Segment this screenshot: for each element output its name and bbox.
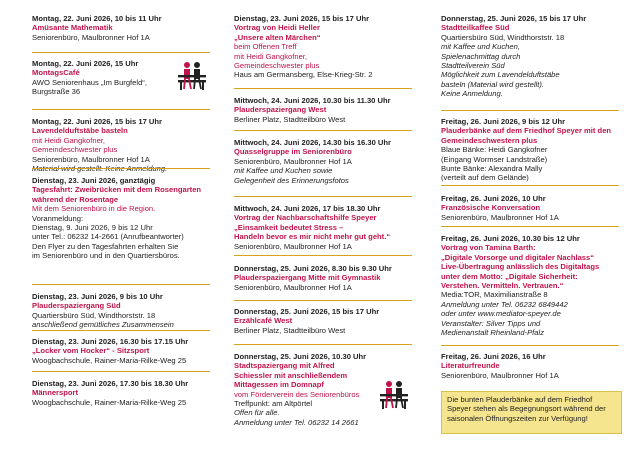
- event-date: Donnerstag, 25. Juni 2026, 15 bis 17 Uhr: [441, 14, 587, 23]
- event-entry: [234, 264, 412, 292]
- event-detail-line: unter Tel.: 06232 14-2661 (Anrufbeantworter): [32, 232, 184, 242]
- event-title: Amüsante Mathematik: [32, 23, 113, 33]
- event-detail-line: Gelegenheit des Erinnerungsfotos: [234, 175, 349, 185]
- event-detail-line: Seniorenbüro, Maulbronner Hof 1A: [441, 212, 559, 222]
- event-detail-line: Handeln bevor es mir nicht mehr gut geht.“: [234, 232, 391, 242]
- event-detail-line: Haus am Germansberg, Else-Krieg-Str. 2: [234, 70, 373, 80]
- event-detail-line: Gemeindeschwester plus: [234, 61, 320, 71]
- event-title: Stadtspaziergang mit Alfred Schiessler mit anschließendem Mittagessen im Domnapf: [234, 361, 348, 390]
- event-detail-line: AWO Seniorenhaus „Im Burgfeld“,: [32, 77, 147, 87]
- event-date: Montag, 22. Juni 2026, 10 bis 11 Uhr: [32, 14, 162, 23]
- event-date: Dienstag, 23. Juni 2026, 9 bis 10 Uhr: [32, 292, 163, 301]
- event-detail-line: Seniorenbüro, Maulbronner Hof 1A: [32, 154, 150, 164]
- bench-icon: [376, 380, 412, 415]
- event-detail-line: Blaue Bänke: Heidi Gangkofner: [441, 145, 548, 155]
- event-title: Plauderspaziergang Mitte mit Gymnastik: [234, 273, 381, 283]
- event-detail-line: „Einsamkeit bedeutet Stress –: [234, 222, 344, 232]
- event-entry: [32, 14, 210, 42]
- divider: [234, 255, 412, 256]
- event-detail-line: Anmeldung unter Tel. 06232 14 2661: [234, 417, 359, 427]
- event-detail-line: Burgstraße 36: [32, 87, 81, 97]
- event-detail-line: im Seniorenbüro und in den Quartiersbüros.: [32, 251, 180, 261]
- event-detail-line: Spielenachmittag durch: [441, 51, 521, 61]
- event-detail-line: Treffpunkt: am Altpörtel: [234, 399, 313, 409]
- event-detail-line: Seniorenbüro, Maulbronner Hof 1A: [234, 156, 352, 166]
- event-detail-line: mit Kaffee und Kuchen,: [441, 42, 520, 52]
- event-entry: [441, 234, 619, 337]
- event-date: Donnerstag, 25. Juni 2026, 15 bis 17 Uhr: [234, 307, 380, 316]
- info-box: Die bunten Plauderbänke auf dem Friedhof Speyer stehen als Begegnungsort während der saisonalen Öffnungszeiten zur Verfügung!: [441, 391, 622, 434]
- event-title: Vortrag von Tamina Barth:: [441, 243, 536, 253]
- event-detail-line: oder unter www.mediator-speyer.de: [441, 309, 561, 319]
- event-detail-line: Media:TOR, Maximilianstraße 8: [441, 290, 548, 300]
- event-detail-line: Seniorenbüro, Maulbronner Hof 1A: [234, 241, 352, 251]
- event-date: Dienstag, 23. Juni 2026, 15 bis 17 Uhr: [234, 14, 370, 23]
- event-date: Freitag, 26. Juni 2026, 16 Uhr: [441, 352, 546, 361]
- bench-icon: [174, 61, 210, 96]
- event-detail-line: Seniorenbüro, Maulbronner Hof 1A: [32, 32, 150, 42]
- event-title: Lavendelduftstäbe basteln: [32, 126, 128, 136]
- event-detail-line: „Unsere alten Märchen“: [234, 32, 321, 42]
- divider: [32, 52, 210, 53]
- event-entry: [32, 176, 210, 261]
- event-detail-line: Berliner Platz, Stadtteilbüro West: [234, 114, 346, 124]
- event-detail-line: Gemeindeschwester plus: [32, 145, 118, 155]
- event-date: Freitag, 26. Juni 2026, 10.30 bis 12 Uhr: [441, 234, 580, 243]
- event-entry: [234, 14, 412, 80]
- event-entry: [32, 59, 210, 97]
- divider: [441, 185, 619, 186]
- event-title: Männersport: [32, 388, 78, 398]
- event-title: Literaturfreunde: [441, 361, 500, 371]
- event-detail-line: Woogbachschule, Rainer-Maria-Rilke-Weg 25: [32, 397, 187, 407]
- event-detail-line: Möglichkeit zum Lavendelduftstäbe: [441, 70, 560, 80]
- divider: [32, 284, 210, 285]
- event-title: MontagsCafé: [32, 68, 80, 78]
- event-detail-line: Berliner Platz, Stadtteilbüro West: [234, 325, 346, 335]
- event-date: Freitag, 26. Juni 2026, 9 bis 12 Uhr: [441, 117, 566, 126]
- event-detail-line: Live-Übertragung anlässlich des Digitaltags: [441, 262, 600, 272]
- event-title: Stadtteilkaffee Süd: [441, 23, 510, 33]
- event-detail-line: Voranmeldung:: [32, 213, 84, 223]
- divider: [234, 300, 412, 301]
- event-detail-line: mit Kaffee und Kuchen sowie: [234, 166, 333, 176]
- event-date: Dienstag, 23. Juni 2026, ganztägig: [32, 176, 156, 185]
- event-date: Donnerstag, 25. Juni 2026, 10.30 Uhr: [234, 352, 367, 361]
- event-detail-line: Anmeldung unter Tel. 06232 6849442: [441, 299, 568, 309]
- event-detail-line: vom Förderverein des Seniorenbüros: [234, 389, 360, 399]
- event-detail-line: unter dem Motto: „Digitale Sicherheit:: [441, 271, 578, 281]
- event-date: Mittwoch, 24. Juni 2026, 14.30 bis 16.30 Uhr: [234, 138, 392, 147]
- event-detail-line: „Digitale Vorsorge und digitaler Nachlass“: [441, 252, 595, 262]
- event-entry: [32, 292, 210, 330]
- event-title: Plauderbänke auf dem Friedhof Speyer mit den Gemeindeschwestern plus: [441, 126, 612, 145]
- event-detail-line: Stadtteilverein Süd: [441, 61, 505, 71]
- event-title: Plauderspaziergang Süd: [32, 301, 121, 311]
- event-entry: [234, 96, 412, 124]
- event-entry: [234, 307, 412, 335]
- divider: [234, 344, 412, 345]
- event-title: Erzählcafé West: [234, 316, 293, 326]
- event-detail-line: Verstehen. Vermitteln. Vertrauen.“: [441, 281, 564, 291]
- divider: [234, 196, 412, 197]
- event-detail-line: basteln (Material wird gestellt).: [441, 79, 544, 89]
- event-detail-line: Veranstalter: Silver Tipps und: [441, 318, 541, 328]
- event-date: Donnerstag, 25. Juni 2026, 8.30 bis 9.30 Uhr: [234, 264, 392, 273]
- event-title: Tagesfahrt: Zweibrücken mit dem Rosengarten während der Rosentage: [32, 185, 202, 204]
- event-date: Freitag, 26. Juni 2026, 10 Uhr: [441, 194, 546, 203]
- event-detail-line: Offen für alle.: [234, 408, 280, 418]
- event-detail-line: Mit dem Seniorenbüro in die Region.: [32, 204, 156, 214]
- divider: [234, 130, 412, 131]
- divider: [32, 330, 210, 331]
- event-detail-line: beim Offenen Treff: [234, 42, 297, 52]
- event-date: Dienstag, 23. Juni 2026, 16.30 bis 17.15 Uhr: [32, 337, 189, 346]
- event-entry: [441, 14, 619, 99]
- event-detail-line: Medienanstalt Rheinland-Pfalz: [441, 328, 544, 338]
- divider: [32, 109, 210, 110]
- event-entry: [32, 117, 210, 173]
- divider: [441, 226, 619, 227]
- event-entry: [234, 204, 412, 251]
- event-detail-line: Seniorenbüro, Maulbronner Hof 1A: [234, 282, 352, 292]
- event-detail-line: anschließend gemütliches Zusammensein: [32, 320, 174, 330]
- event-entry: [441, 194, 619, 222]
- event-title: Quasselgruppe im Seniorenbüro: [234, 147, 352, 157]
- event-entry: [441, 352, 619, 380]
- event-detail-line: Quartiersbüro Süd, Windthorststr. 18: [441, 32, 565, 42]
- event-date: Dienstag, 23. Juni 2026, 17.30 bis 18.30 Uhr: [32, 379, 189, 388]
- event-entry: [234, 138, 412, 185]
- event-date: Montag, 22. Juni 2026, 15 bis 17 Uhr: [32, 117, 162, 126]
- event-entry: [441, 117, 619, 183]
- event-title: Vortrag der Nachbarschaftshilfe Speyer: [234, 213, 377, 223]
- event-entry: [32, 379, 210, 407]
- event-detail-line: Seniorenbüro, Maulbronner Hof 1A: [441, 370, 559, 380]
- event-detail-line: mit Heidi Gangkofner,: [32, 135, 106, 145]
- divider: [234, 88, 412, 89]
- event-entry: [32, 337, 210, 365]
- event-title: Plauderspaziergang West: [234, 105, 327, 115]
- event-detail-line: Den Flyer zu den Tagesfahrten erhalten Sie: [32, 241, 179, 251]
- divider: [441, 110, 619, 111]
- event-detail-line: Quartiersbüro Süd, Windthorststr. 18: [32, 310, 156, 320]
- event-title: Französische Konversation: [441, 203, 541, 213]
- event-detail-line: (verteilt auf dem Gelände): [441, 173, 529, 183]
- event-detail-line: Dienstag, 9. Juni 2026, 9 bis 12 Uhr: [32, 223, 153, 233]
- event-date: Mittwoch, 24. Juni 2026, 10.30 bis 11.30 Uhr: [234, 96, 391, 105]
- event-date: Mittwoch, 24. Juni 2026, 17 bis 18.30 Uhr: [234, 204, 381, 213]
- event-detail-line: Keine Anmeldung.: [441, 89, 503, 99]
- divider: [32, 168, 210, 169]
- event-title: Vortrag von Heidi Heller: [234, 23, 320, 33]
- divider: [441, 345, 619, 346]
- event-detail-line: mit Heidi Gangkofner,: [234, 51, 308, 61]
- event-detail-line: Woogbachschule, Rainer-Maria-Rilke-Weg 25: [32, 355, 187, 365]
- divider: [32, 371, 210, 372]
- event-detail-line: (Eingang Wormser Landstraße): [441, 154, 548, 164]
- event-date: Montag, 22. Juni 2026, 15 Uhr: [32, 59, 139, 68]
- event-title: „Locker vom Hocker“ - Sitzsport: [32, 346, 150, 356]
- event-entry: [234, 352, 412, 427]
- event-detail-line: Bunte Bänke: Alexandra Mally: [441, 164, 543, 174]
